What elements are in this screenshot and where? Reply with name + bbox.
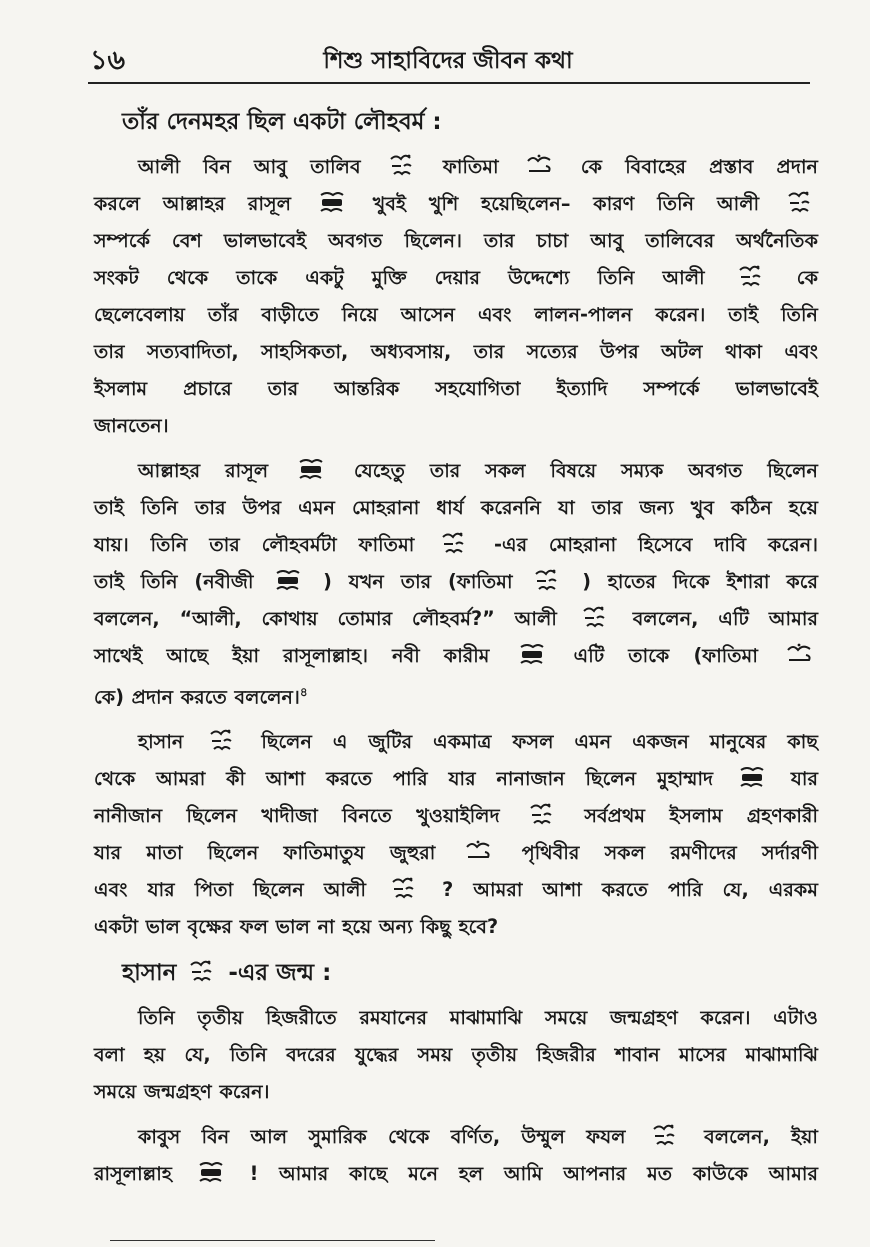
sallallahu-alaihi-wasallam-icon (518, 642, 546, 668)
text-line: তিনি তৃতীয় হিজরীতে রমযানের মাঝামাঝি সময়ে জন্মগ্রহণ করেন। এটাও (138, 1006, 818, 1030)
footnote-marker: ৪ (299, 685, 308, 699)
paragraph-3 (94, 723, 818, 945)
radiallahu-anhu-icon (581, 605, 609, 631)
text-line: বলা হয় যে, তিনি বদরের যুদ্ধের সময় তৃতীয় হিজরীর শাবান মাসের মাঝামাঝি (94, 1043, 818, 1067)
paragraph-5 (94, 1118, 818, 1192)
text-line: থেকে আমরা কী আশা করতে পারি যার নানাজান ছিলেন মুহাম্মাদ যার (94, 760, 818, 797)
text-line: সম্পর্কে বেশ ভালভাবেই অবগত ছিলেন। তার চাচা আবু তালিবের অর্থনৈতিক (94, 229, 818, 252)
text-line: যার মাতা ছিলেন ফাতিমাতুয জুহুরা পৃথিবীর সকল রমণীদের সর্দারণী (94, 834, 818, 871)
text-line: তাই তিনি তার উপর এমন মোহরানা ধার্য করেননি যা তার জন্য খুব কঠিন হয়ে (94, 496, 818, 519)
sallallahu-alaihi-wasallam-icon (297, 457, 325, 483)
sallallahu-alaihi-wasallam-icon (738, 765, 766, 791)
header-divider (88, 82, 810, 84)
page-header (88, 36, 808, 84)
text-line: ইসলাম প্রচারে তার আন্তরিক সহযোগিতা ইত্যাদি সম্পর্কে ভালভাবেই (94, 377, 818, 400)
radiallahu-anhu-icon (737, 264, 765, 290)
radiallahu-anhu-icon (188, 959, 216, 985)
sallallahu-alaihi-wasallam-icon (197, 1160, 225, 1186)
text-line: জানতেন। (94, 414, 169, 437)
text-line: বললেন, “আলী, কোথায় তোমার লৌহবর্ম?” আলী বললেন, এটি আমার (94, 600, 818, 637)
radiallahu-anha-icon (528, 802, 556, 828)
sallallahu-alaihi-wasallam-icon (318, 190, 346, 216)
page-body (94, 102, 818, 1200)
radiallahu-anha-icon (533, 568, 561, 594)
section-heading-birth: হাসান -এর জন্ম : (122, 960, 332, 987)
text-line: নানীজান ছিলেন খাদীজা বিনতে খুওয়াইলিদ সর্বপ্রথম ইসলাম গ্রহণকারী (94, 797, 818, 834)
text-line: সময়ে জন্মগ্রহণ করেন। (94, 1080, 270, 1104)
paragraph-4 (94, 999, 818, 1110)
radiallahu-anhu-icon (208, 728, 236, 754)
radiallahu-anhu-icon (390, 876, 418, 902)
text-line: তাই তিনি (নবীজী ) যখন তার (ফাতিমা ) হাতের দিকে ইশারা করে (94, 563, 818, 600)
text-line: হাসান ছিলেন এ জুটির একমাত্র ফসল এমন একজন মানুষের কাছ (94, 723, 818, 760)
radiallahu-anhu-icon (786, 190, 814, 216)
text-line: কাবুস বিন আল সুমারিক থেকে বর্ণিত, উম্মুল ফযল বললেন, ইয়া (94, 1118, 818, 1155)
page-number: ১৬ (90, 45, 126, 76)
text-line: করলে আল্লাহর রাসূল খুবই খুশি হয়েছিলেন– কারণ তিনি আলী (94, 185, 818, 222)
radiallahu-anha-icon (465, 839, 493, 865)
sallallahu-alaihi-wasallam-icon (274, 568, 302, 594)
text-line: একটা ভাল বৃক্ষের ফল ভাল না হয়ে অন্য কিছু হবে? (94, 915, 499, 939)
text-line: সংকট থেকে তাকে একটু মুক্তি দেয়ার উদ্দেশ্যে তিনি আলী কে (94, 259, 818, 296)
text-line: কে) প্রদান করতে বললেন।$^৪$ (94, 685, 308, 709)
text-line: তার সত্যবাদিতা, সাহসিকতা, অধ্যবসায়, তার সত্যের উপর অটল থাকা এবং (94, 340, 818, 363)
paragraph-2 (94, 452, 818, 715)
text-line: আল্লাহর রাসূল যেহেতু তার সকল বিষয়ে সম্যক অবগত ছিলেন (94, 452, 818, 489)
radiallahu-anha-icon (786, 642, 814, 668)
text-line: যায়। তিনি তার লৌহবর্মটা ফাতিমা -এর মোহরানা হিসেবে দাবি করেন। (94, 526, 818, 563)
text-line: এবং যার পিতা ছিলেন আলী ? আমরা আশা করতে পারি যে, এরকম (94, 871, 818, 908)
footnote-divider (110, 1240, 435, 1241)
radiallahu-anha-icon (651, 1123, 679, 1149)
paragraph-1 (94, 148, 818, 444)
section-heading-mahr: তাঁর দেনমহর ছিল একটা লৌহবর্ম : (122, 109, 442, 135)
running-title: শিশু সাহাবিদের জীবন কথা (323, 48, 573, 74)
radiallahu-anhu-icon (388, 153, 416, 179)
radiallahu-anha-icon (526, 153, 554, 179)
text-line: সাথেই আছে ইয়া রাসূলাল্লাহ। নবী কারীম এটি তাকে (ফাতিমা (94, 637, 818, 674)
radiallahu-anha-icon (440, 531, 468, 557)
text-line: ছেলেবেলায় তাঁর বাড়ীতে নিয়ে আসেন এবং লালন-পালন করেন। তাই তিনি (94, 303, 818, 326)
text-line: আলী বিন আবু তালিব ফাতিমা কে বিবাহের প্রস্তাব প্রদান (94, 148, 818, 185)
text-line: রাসূলাল্লাহ ! আমার কাছে মনে হল আমি আপনার মত কাউকে আমার (94, 1155, 818, 1192)
